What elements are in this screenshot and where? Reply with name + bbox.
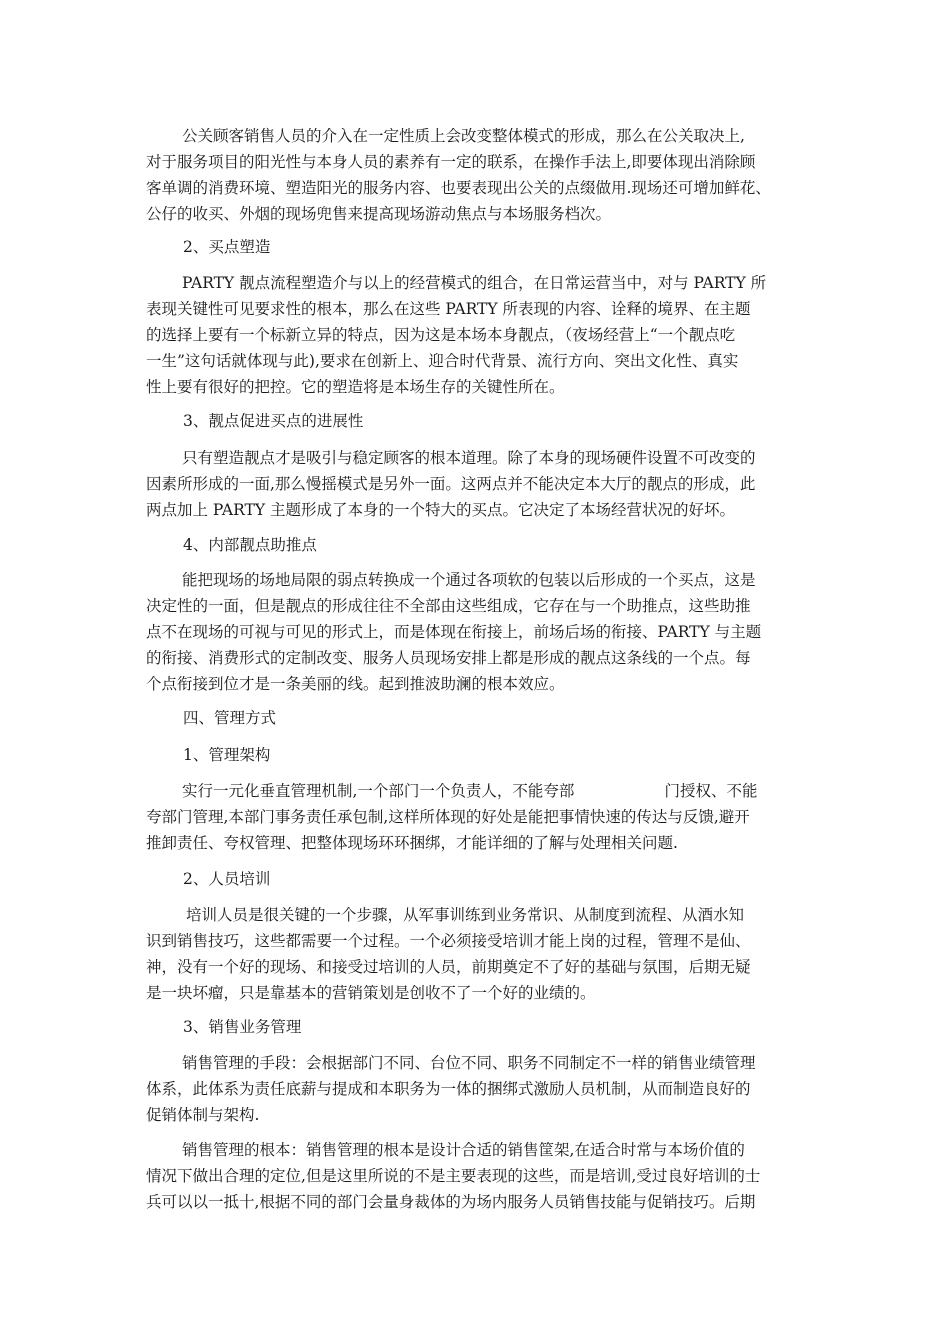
text-line: 促销体制与架构. (146, 1106, 260, 1124)
text-line: 公仔的收买、外烟的现场兜售来提高现场游动焦点与本场服务档次。 (146, 205, 612, 223)
paragraph-sales-means (146, 1050, 806, 1128)
paragraph-public-relations (146, 123, 806, 227)
text-line: 识到销售技巧，这些都需要一个过程。一个必须接受培训才能上岗的过程，管理不是仙、 (146, 932, 751, 950)
paragraph-management-structure (146, 778, 806, 856)
text-fragment: 实行一元化垂直管理机制,一个部门一个负责人，不能夸部 (182, 782, 575, 800)
section-heading: 3、靓点促进买点的进展性 (183, 412, 364, 430)
text-line: 两点加上 PARTY 主题形成了本身的一个特大的买点。它决定了本场经营状况的好坏。 (146, 501, 736, 519)
text-line: 只有塑造靓点才是吸引与稳定顾客的根本道理。除了本身的现场硬件设置不可改变的 (182, 449, 756, 467)
section-heading: 四、管理方式 (183, 709, 277, 727)
text-line: 点不在现场的可视与可见的形式上，而是体现在衔接上，前场后场的衔接、PARTY 与主题 (146, 623, 762, 641)
text-line: 推卸责任、夸权管理、把整体现场环环捆绑，才能详细的了解与处理相关问题. (146, 834, 678, 852)
paragraph-highlight-progress (146, 445, 806, 523)
section-heading: 3、销售业务管理 (183, 1018, 302, 1036)
text-line: 因素所形成的一面,那么慢摇模式是另外一面。这两点并不能决定本大厅的靓点的形成，此 (146, 475, 756, 493)
text-line: 性上要有很好的把控。它的塑造将是本场生存的关键性所在。 (146, 378, 565, 396)
section-heading: 4、内部靓点助推点 (183, 536, 317, 554)
paragraph-selling-point (146, 270, 806, 400)
text-line: 客单调的消费环境、塑造阳光的服务内容、也要表现出公关的点缀做用.现场还可增加鲜花、 (146, 179, 771, 197)
text-line: 对于服务项目的阳光性与本身人员的素养有一定的联系，在操作手法上,即要体现出消除顾 (146, 153, 756, 171)
text-line (146, 778, 806, 804)
text-line: 培训人员是很关键的一个步骤，从军事训练到业务常识、从制度到流程、从酒水知 (186, 906, 745, 924)
text-line: 表现关键性可见要求性的根本，那么在这些 PARTY 所表现的内容、诠释的境界、在主题 (146, 300, 751, 318)
text-line: 的衔接、消费形式的定制改变、服务人员现场安排上都是形成的靓点这条线的一个点。每 (146, 649, 751, 667)
text-fragment: 门授权、不能 (664, 782, 758, 800)
text-line: 销售管理的根本：销售管理的根本是设计合适的销售筐架,在适合时常与本场价值的 (182, 1141, 745, 1159)
section-heading: 1、管理架构 (183, 746, 271, 764)
text-line: 公关顾客销售人员的介入在一定性质上会改变整体模式的形成，那么在公关取决上, (182, 127, 745, 145)
paragraph-sales-fundamentals (146, 1137, 806, 1215)
text-line: 能把现场的场地局限的弱点转换成一个通过各项软的包装以后形成的一个买点，这是 (182, 571, 756, 589)
text-line: 决定性的一面，但是靓点的形成往往不全部由这些组成，它存在与一个助推点，这些助推 (146, 597, 751, 615)
text-line: 情况下做出合理的定位,但是这里所说的不是主要表现的这些，而是培训,受过良好培训的士 (146, 1167, 761, 1185)
paragraph-staff-training (146, 902, 806, 1006)
paragraph-internal-highlight (146, 567, 806, 697)
text-line: 兵可以以一抵十,根据不同的部门会量身裁体的为场内服务人员销售技能与促销技巧。后期 (146, 1193, 756, 1211)
text-line: 销售管理的手段：会根据部门不同、台位不同、职务不同制定不一样的销售业绩管理 (182, 1054, 756, 1072)
section-heading: 2、买点塑造 (183, 238, 271, 256)
text-line: 是一块坏瘤，只是靠基本的营销策划是创收不了一个好的业绩的。 (146, 984, 596, 1002)
text-line: 体系，此体系为责任底薪与提成和本职务为一体的捆绑式激励人员机制，从而制造良好的 (146, 1080, 751, 1098)
text-line: 神，没有一个好的现场、和接受过培训的人员，前期奠定不了好的基础与氛围，后期无疑 (146, 958, 751, 976)
section-heading: 2、人员培训 (183, 870, 271, 888)
text-line: PARTY 靓点流程塑造介与以上的经营模式的组合，在日常运营当中，对与 PARTY 所 (182, 274, 767, 292)
text-line: 个点衔接到位才是一条美丽的线。起到推波助澜的根本效应。 (146, 675, 565, 693)
text-line: 夸部门管理,本部门事务责任承包制,这样所体现的好处是能把事情快速的传达与反馈,避开 (146, 808, 750, 826)
text-line: 一生”这句话就体现与此),要求在创新上、迎合时代背景、流行方向、突出文化性、真实 (146, 352, 739, 370)
text-line: 的选择上要有一个标新立异的特点，因为这是本场本身靓点，（夜场经营上“一个靓点吃 (146, 326, 736, 344)
